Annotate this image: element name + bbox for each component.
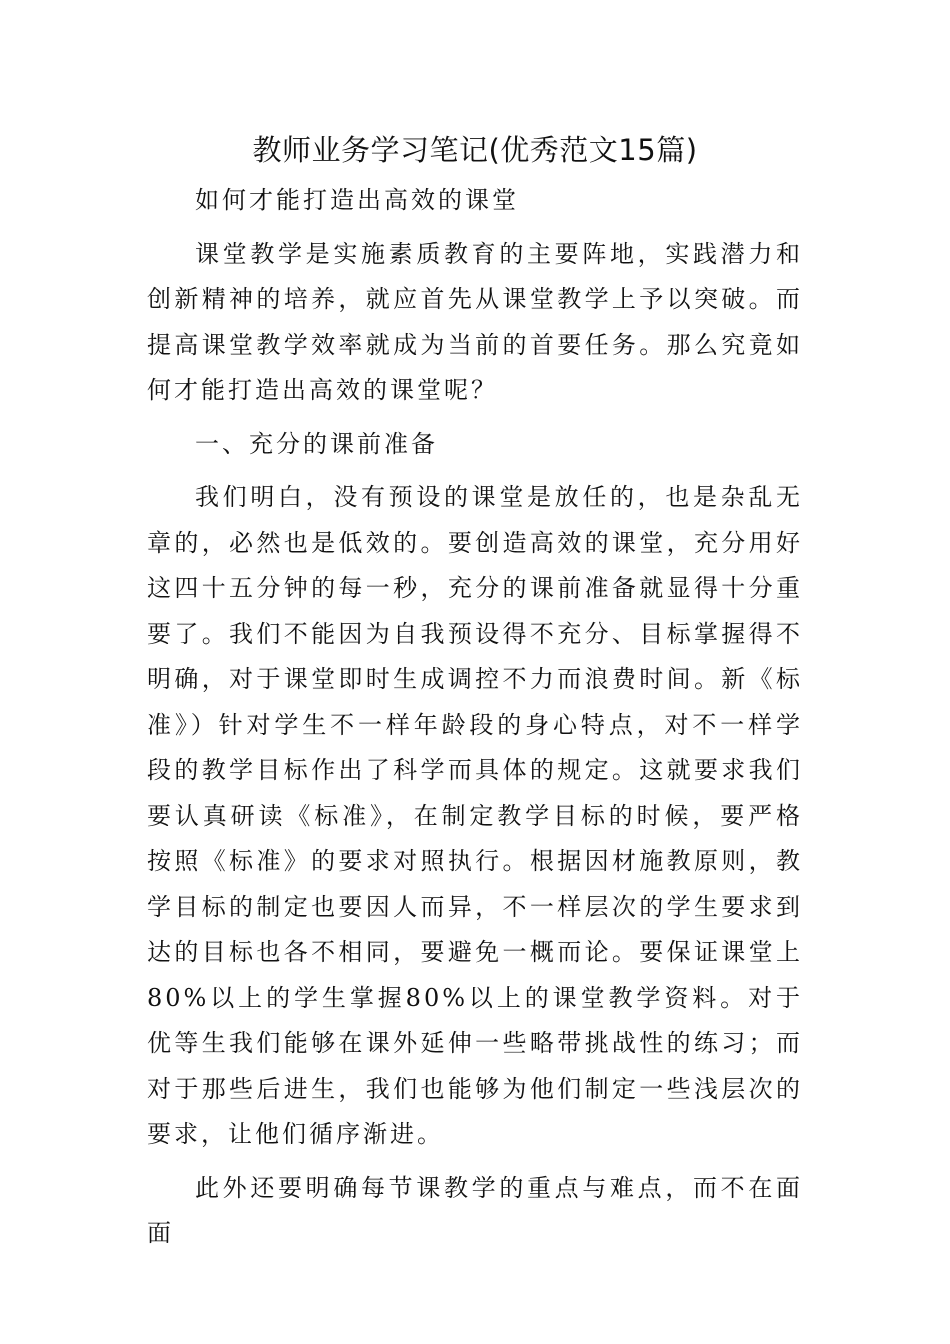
body-paragraph: 课堂教学是实施素质教育的主要阵地，实践潜力和创新精神的培养，就应首先从课堂教学上予以突破。而提高课堂教学效率就成为当前的首要任务。那么究竟如何才能打造出高效的课堂呢？: [147, 239, 803, 404]
document-title: 教师业务学习笔记(优秀范文15篇): [252, 133, 698, 167]
section-heading-preparation: 一、充分的课前准备: [195, 429, 438, 458]
body-paragraph: 我们明白，没有预设的课堂是放任的，也是杂乱无章的，必然也是低效的。要创造高效的课堂，充分用好这四十五分钟的每一秒，充分的课前准备就显得十分重要了。我们不能因为自我预设得不充分、目标掌握得不明确，对于课堂即时生成调控不力而浪费时间。新《标准》）针对学生不一样年龄段的身心特点，对不一样学段的教学目标作出了科学而具体的规定。这就要求我们要认真研读《标准》，在制定教学目标的时候，要严格按照《标准》的要求对照执行。根据因材施教原则，教学目标的制定也要因人而异，不一样层次的学生要求到达的目标也各不相同，要避免一概而论。要保证课堂上80%以上的学生掌握80%以上的课堂教学资料。对于优等生我们能够在课外延伸一些略带挑战性的练习；而对于那些后进生，我们也能够为他们制定一些浅层次的要求，让他们循序渐进。: [147, 483, 803, 1148]
body-paragraph: 此外还要明确每节课教学的重点与难点，而不在面面: [147, 1173, 803, 1247]
heading-efficient-classroom: 如何才能打造出高效的课堂: [195, 186, 519, 214]
document-body: [147, 178, 803, 1257]
